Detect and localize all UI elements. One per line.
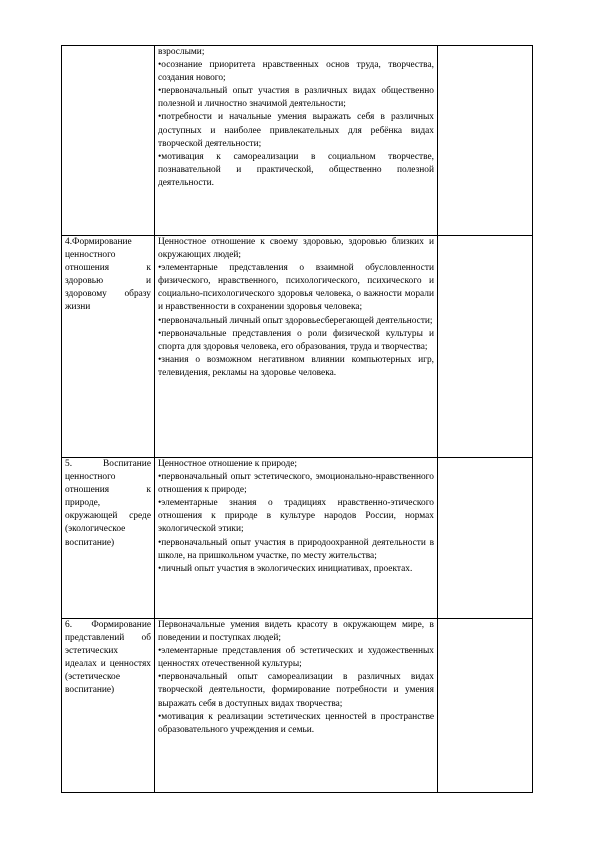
- content-paragraph: •потребности и начальные умения выражать себя в различных доступных и наиболее привлекательных для ребёнка видах творческой деятельности;: [158, 112, 434, 149]
- content-paragraph: •мотивация к реализации эстетических ценностей в пространстве образовательного учреждения и семьи.: [158, 711, 434, 735]
- table-row: [62, 236, 533, 458]
- content-paragraph: •первоначальный опыт участия в различных видах общественно полезной и личностно значимой деятельности;: [158, 86, 434, 110]
- content-paragraph: •элементарные представления об эстетических и художественных ценностях отечественной культуры;: [158, 646, 434, 670]
- content-cell: [155, 619, 438, 793]
- content-cell: [155, 46, 438, 236]
- topic-cell: 6. Формирование представлений об эстетических идеалах и ценностях (эстетическое воспитание): [62, 619, 155, 793]
- content-paragraph: •знания о возможном негативном влиянии компьютерных игр, телевидения, рекламы на здоровье человека.: [158, 354, 434, 378]
- content-paragraph: •первоначальные представления о роли физической культуры и спорта для здоровья человека, его образования, труда и творчества;: [158, 328, 434, 352]
- content-paragraph: взрослыми;: [158, 47, 205, 57]
- content-paragraph: •первоначальный опыт участия в природоохранной деятельности в школе, на пришкольном участке, по месту жительства;: [158, 537, 434, 561]
- content-paragraph: •первоначальный опыт самореализации в различных видах творческой деятельности, формирование потребности и умения выражать себя в доступных видах творчества;: [158, 672, 434, 709]
- content-paragraph: •элементарные знания о традициях нравственно-этического отношения к природе в культуре народов России, нормах экологической этики;: [158, 498, 434, 535]
- content-cell: [155, 236, 438, 458]
- notes-cell: [438, 236, 533, 458]
- notes-cell: [438, 619, 533, 793]
- topic-cell: 4.Формирование ценностного отношения к здоровью и здоровому образу жизни: [62, 236, 155, 458]
- content-paragraph: •осознание приоритета нравственных основ труда, творчества, создания нового;: [158, 60, 434, 84]
- content-paragraph: Ценностное отношение к природе;: [158, 459, 298, 469]
- table-row: [62, 458, 533, 619]
- table-body: [62, 46, 533, 793]
- content-paragraph: •элементарные представления о взаимной обусловленности физического, нравственного, психологического, психического и социально-психологического здоровья человека, о важности морали и нравственности в сохранении здоровья человека;: [158, 263, 434, 313]
- content-cell: [155, 458, 438, 619]
- topic-cell: [62, 46, 155, 236]
- content-paragraph: •первоначальный личный опыт здоровьесберегающей деятельности;: [158, 315, 433, 326]
- content-paragraph: •личный опыт участия в экологических инициативах, проектах.: [158, 563, 413, 574]
- content-paragraph: •мотивация к самореализации в социальном творчестве, познавательной и практической, общественно полезной деятельности.: [158, 151, 434, 188]
- content-paragraph: Ценностное отношение к своему здоровью, здоровью близких и окружающих людей;: [158, 237, 434, 261]
- topic-cell: 5. Воспитание ценностного отношения к природе, окружающей среде (экологическое воспитание): [62, 458, 155, 619]
- content-paragraph: •первоначальный опыт эстетического, эмоционально-нравственного отношения к природе;: [158, 472, 434, 496]
- document-table: [61, 45, 533, 793]
- table-row: [62, 46, 533, 236]
- notes-cell: [438, 458, 533, 619]
- content-paragraph: Первоначальные умения видеть красоту в окружающем мире, в поведении и поступках людей;: [158, 620, 434, 644]
- table-row: [62, 619, 533, 793]
- notes-cell: [438, 46, 533, 236]
